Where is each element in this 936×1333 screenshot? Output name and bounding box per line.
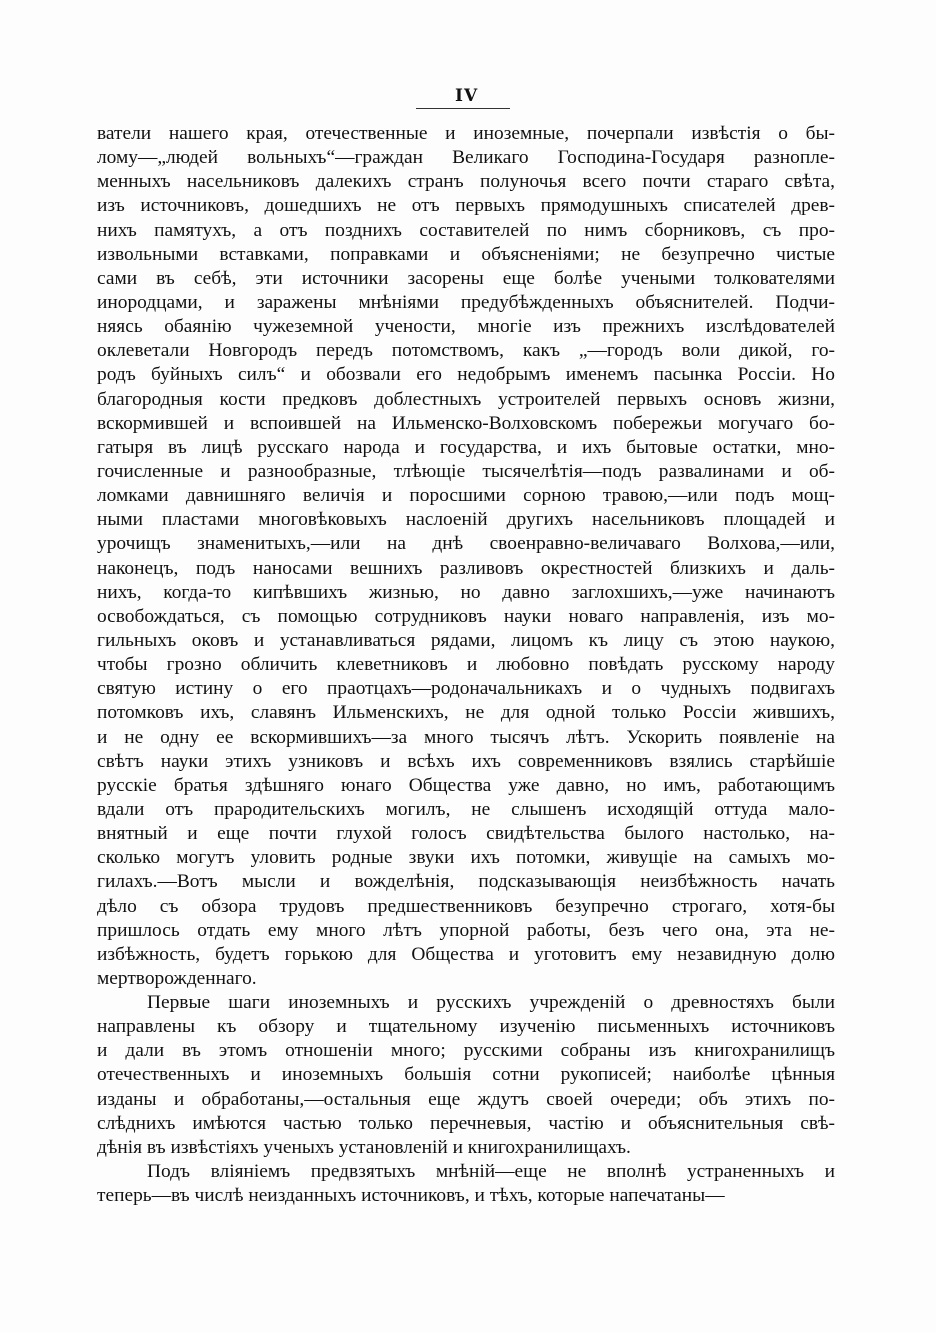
- text-line: чтобы грозно обличить клеветниковъ и любовно повѣдать русскому народу: [97, 654, 835, 676]
- text-line: отечественныхъ и иноземныхъ большія сотни рукописей; наиболѣе цѣнныя: [97, 1064, 835, 1086]
- text-line: мертворожденнаго.: [97, 967, 257, 989]
- text-line: вскормившей и вспоившей на Ильменско-Волховскомъ побережьи могучаго бо-: [97, 412, 835, 434]
- text-line: сколько могутъ уловить родные звуки ихъ потомки, живущіе на самыхъ мо-: [97, 847, 835, 869]
- text-line: изъ источниковъ, дошедшихъ не отъ первыхъ прямодушныхъ списателей древ-: [97, 195, 835, 217]
- text-line: Подъ вліяніемъ предвзятыхъ мнѣній—еще не вполнѣ устраненныхъ и: [147, 1161, 835, 1183]
- text-line: гочисленные и разнообразные, тлѣющіе тысячелѣтія—подъ развалинами и об-: [97, 460, 835, 482]
- text-line: избѣжность, будетъ горькою для Общества и уготовитъ ему незавидную долю: [97, 943, 835, 965]
- text-line: потомковъ ихъ, славянъ Ильменскихъ, не для одной только Россіи жившихъ,: [97, 702, 835, 724]
- text-line: сами въ себѣ, эти источники засорены еще болѣе учеными толкователями: [97, 267, 835, 289]
- text-line: инородцами, и заражены мнѣніями предубѣжденныхъ объяснителей. Подчи-: [97, 291, 835, 313]
- text-line: лому—„людей вольныхъ“—граждан Великаго Господина-Государя разнопле-: [97, 147, 835, 169]
- text-line: извольными вставками, поправками и объясненіями; не безупречно чистые: [97, 243, 835, 265]
- text-line: свѣтъ науки этихъ узниковъ и всѣхъ ихъ современниковъ взялись старѣйшіе: [97, 750, 835, 772]
- text-line: родъ буйныхъ силъ“ и обозвали его недобрымъ именемъ пасынка Россіи. Но: [97, 364, 835, 386]
- text-line: пришлось отдать ему много лѣтъ упорной работы, безъ чего она, эта не-: [97, 919, 835, 941]
- text-line: слѣднихъ имѣются частью только перечневыя, частію и объяснительныя свѣ-: [97, 1112, 835, 1134]
- text-line: няясь обаянію чужеземной учености, многіе изъ прежнихъ изслѣдователей: [97, 316, 835, 338]
- text-line: русскіе братья здѣшняго юнаго Общества уже давно, но имъ, работающимъ: [97, 774, 835, 796]
- text-line: Первые шаги иноземныхъ и русскихъ учрежденій о древностяхъ были: [147, 992, 835, 1014]
- text-line: святую истину о его праотцахъ—родоначальникахъ и о чудныхъ подвигахъ: [97, 678, 835, 700]
- text-line: дѣнія въ извѣстіяхъ ученыхъ установленій и книгохранилищахъ.: [97, 1136, 631, 1158]
- text-line: освобождаться, съ помощью сотрудниковъ науки новаго направленія, изъ мо-: [97, 605, 835, 627]
- text-line: вдали отъ прародительскихъ могилъ, не слышенъ исходящій оттуда мало-: [97, 798, 835, 820]
- text-line: направлены къ обзору и тщательному изученію письменныхъ источниковъ: [97, 1016, 835, 1038]
- text-line: теперь—въ числѣ неизданныхъ источниковъ, и тѣхъ, которые напечатаны—: [97, 1185, 725, 1207]
- text-line: оклеветали Новгородъ передъ потомствомъ, какъ „—городъ воли дикой, го-: [97, 340, 835, 362]
- page-number: IV: [455, 86, 479, 106]
- text-line: наконецъ, подъ наносами вешнихъ разливовъ окрестностей близкихъ и даль-: [97, 557, 835, 579]
- text-line: и дали въ этомъ отношеніи много; русскими собраны изъ книгохранилищъ: [97, 1040, 835, 1062]
- text-line: гилахъ.—Вотъ мысли и вожделѣнія, подсказывающія неизбѣжность начать: [97, 871, 835, 893]
- text-line: благородныя кости предковъ доблестныхъ устроителей первыхъ основъ жизни,: [97, 388, 835, 410]
- body-text: [97, 122, 835, 1208]
- text-line: ными пластами многовѣковыхъ наслоеній другихъ насельниковъ площадей и: [97, 509, 835, 531]
- text-line: гатыря въ лицѣ русскаго народа и государства, и ихъ бытовые остатки, мно-: [97, 436, 835, 458]
- text-line: изданы и обработаны,—остальныя еще ждутъ своей очереди; объ этихъ по-: [97, 1088, 835, 1110]
- paragraph-first-line: ватели нашего края, отечественные и иноземные, почерпали извѣстія о бы-: [97, 123, 835, 144]
- text-line: нихъ памятухъ, а отъ позднихъ составителей по нимъ сборниковъ, съ про-: [97, 219, 835, 241]
- text-line: гильныхъ оковъ и устанавливаться рядами, лицомъ къ лицу съ этою наукою,: [97, 629, 835, 651]
- text-line: нихъ, когда-то кипѣвшихъ жизнью, но давно заглохшихъ,—уже начинаютъ: [97, 581, 835, 603]
- text-line: менныхъ насельниковъ далекихъ странъ полуночья всего почти стараго свѣта,: [97, 171, 835, 193]
- text-line: дѣло съ обзора трудовъ предшественниковъ безупречно строгаго, хотя-бы: [97, 895, 835, 917]
- header-rule: [416, 108, 510, 109]
- text-line: и не одну ее вскормившихъ—за много тысячъ лѣтъ. Ускорить появленіе на: [97, 726, 835, 748]
- text-line: ломками давнишняго величія и поросшими сорною травою,—или подъ мощ-: [97, 485, 835, 507]
- text-line: урочищъ знаменитыхъ,—или на днѣ своенравно-величаваго Волхова,—или,: [97, 533, 835, 555]
- text-line: внятный и еще почти глухой голосъ свидѣтельства былого настолько, на-: [97, 823, 835, 845]
